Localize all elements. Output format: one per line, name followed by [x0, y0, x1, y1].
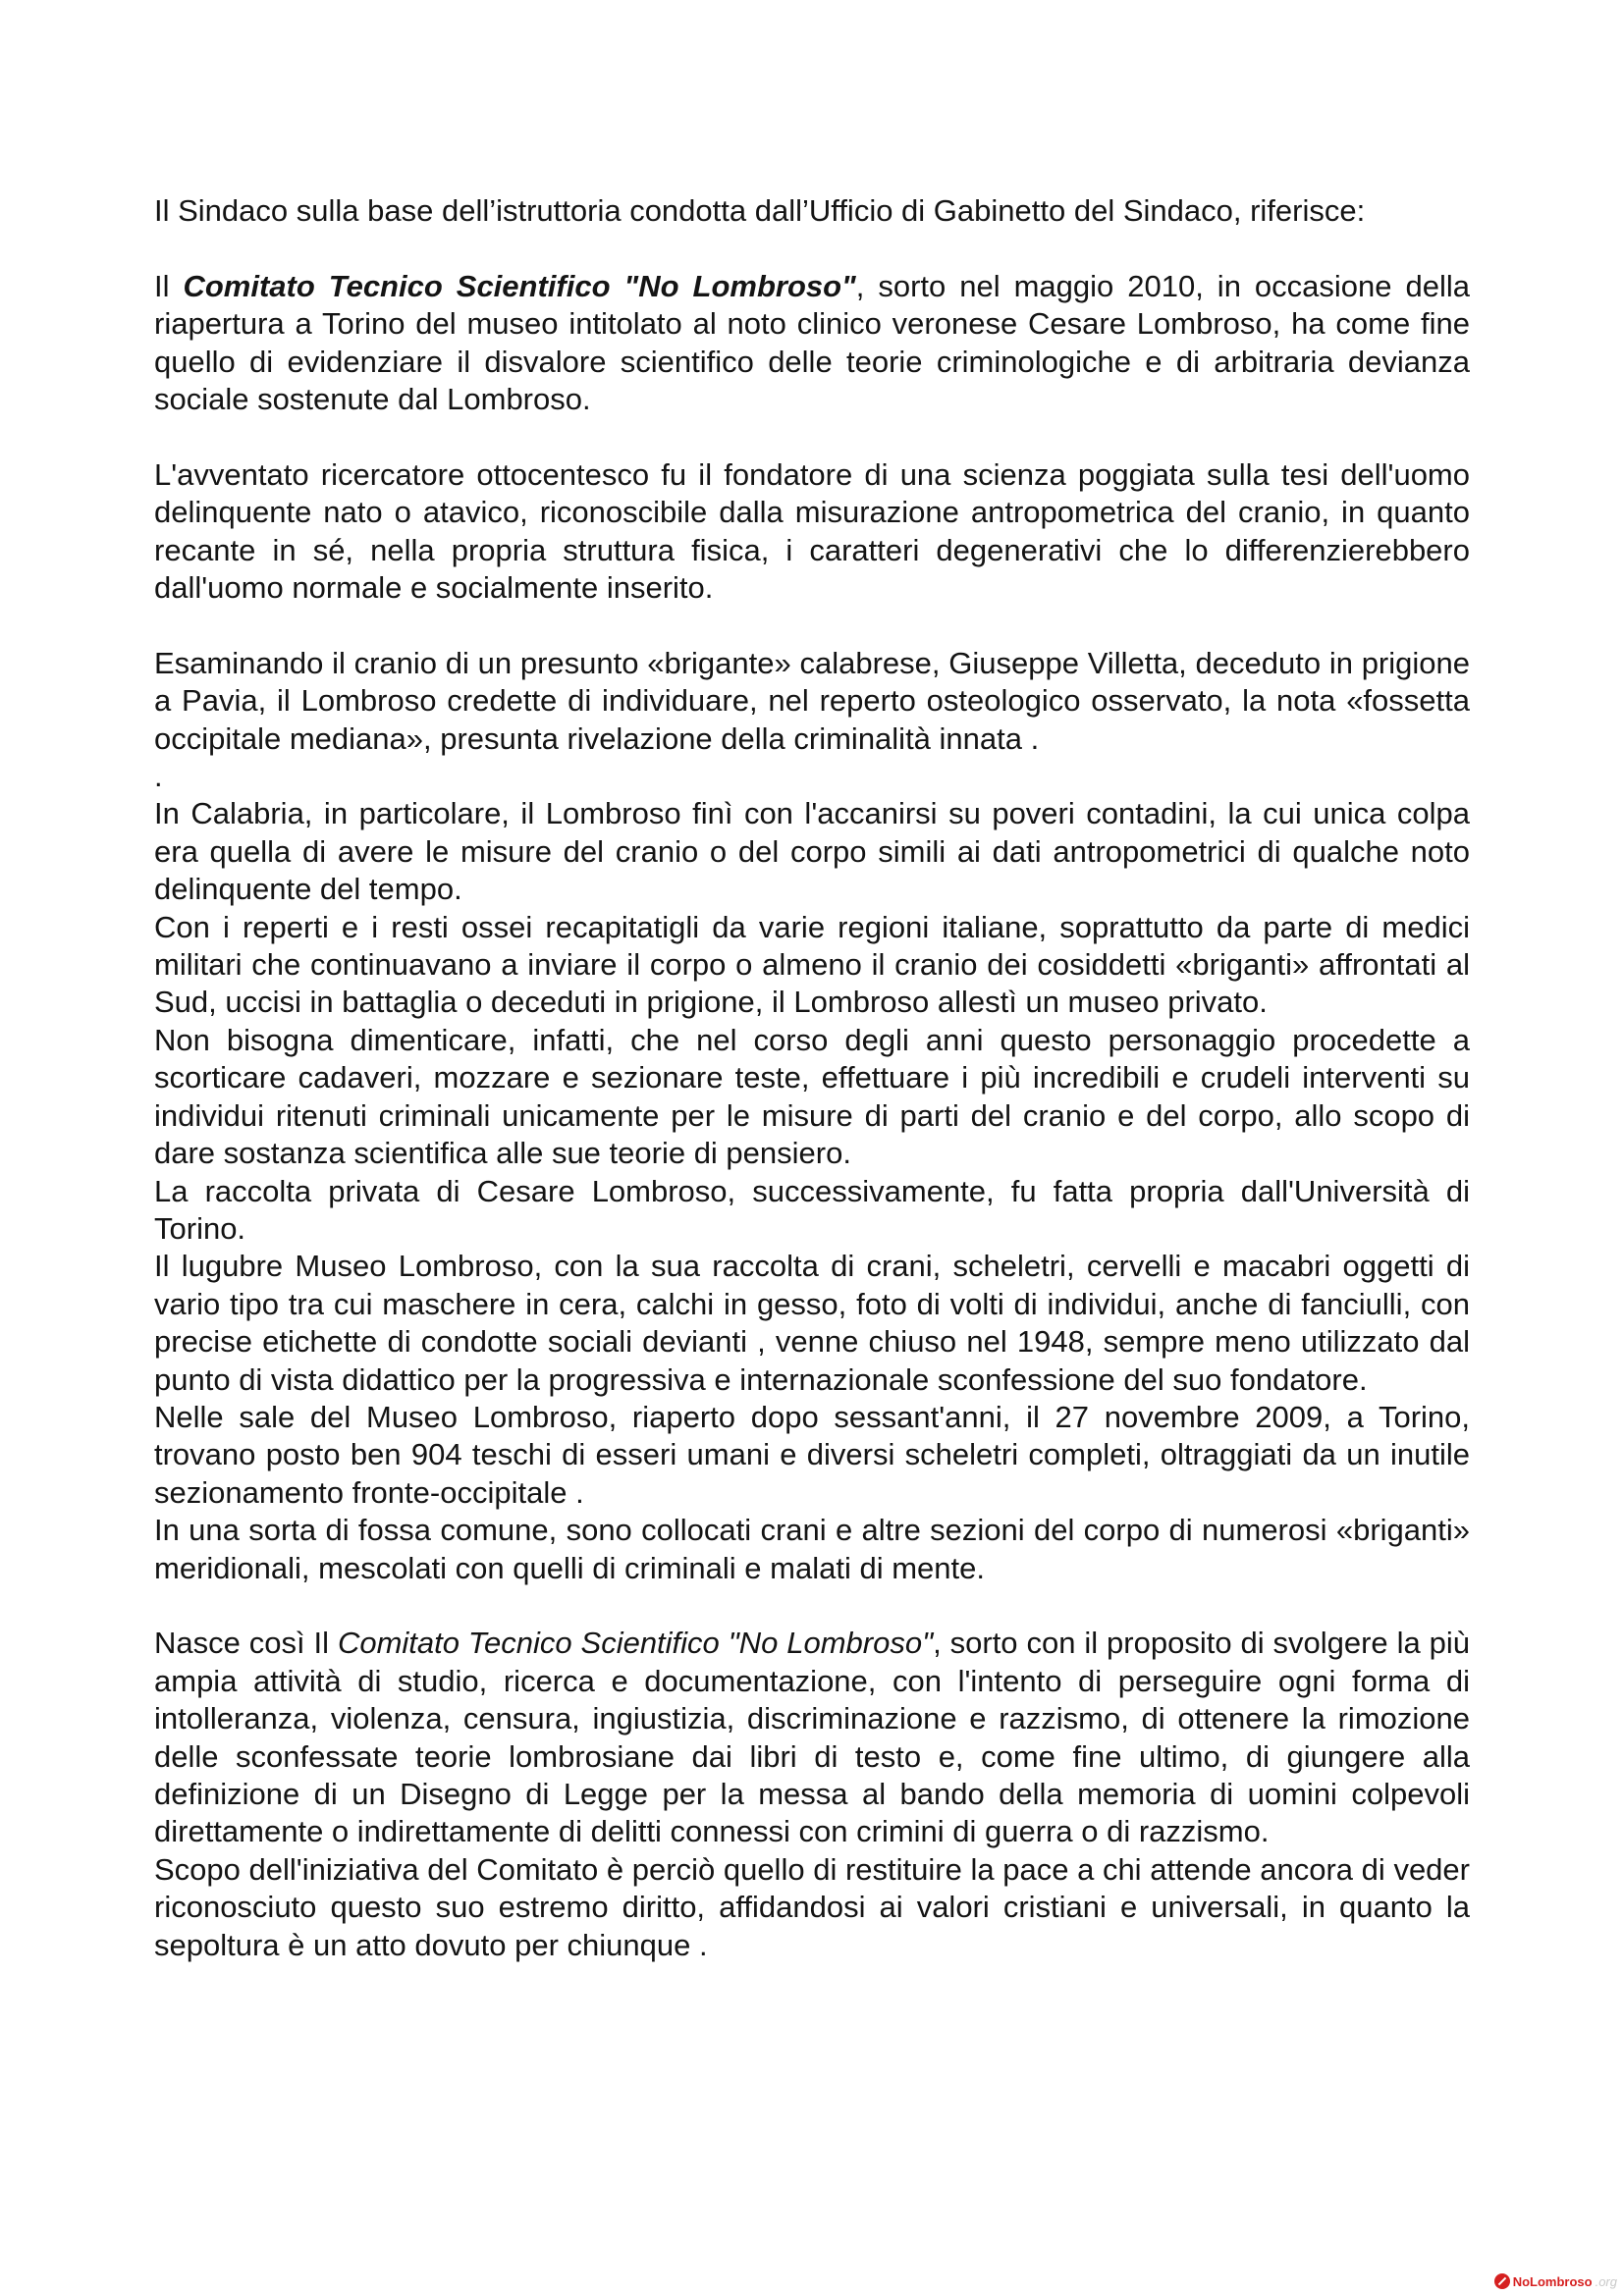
initiative-scope-paragraph: Scopo dell'iniziativa del Comitato è perciò quello di restituire la pace a chi attende ancora di veder riconosciuto questo suo estremo diritto, affidandosi ai valori cristiani e universali, in quanto la sepoltura è un atto dovuto per chiunque . [154, 1851, 1470, 1962]
committee-purpose-text: , sorto con il proposito di svolgere la più ampia attività di studio, ricerca e documentazione, con l'intento di perseguire ogni forma di intolleranza, violenza, censura, ingiustizia, discriminazione e razzismo, di ottenere la rimozione delle sconfessate teorie lombrosiane dai libri di testo e, come fine ultimo, di giungere alla definizione di un Disegno di Legge per la messa al bando della memoria di uomini colpevoli direttamente o indirettamente di delitti connessi con crimini di guerra o di razzismo. [154, 1626, 1470, 1849]
paragraph-spacer [154, 418, 1470, 455]
committee-name: Comitato Tecnico Scientifico "No Lombroso" [183, 268, 856, 303]
museum-closure-paragraph: Il lugubre Museo Lombroso, con la sua raccolta di crani, scheletri, cervelli e macabri oggetti di vario tipo tra cui maschere in cera, calchi in gesso, foto di volti di individui, anche di fanciulli, con precise etichette di condotte sociali devianti , venne chiuso nel 1948, sempre meno utilizzato dal punto di vista didattico per la progressiva e internazionale sconfessione del suo fondatore. [154, 1249, 1470, 1397]
common-grave-paragraph: In una sorta di fossa comune, sono collocati crani e altre sezioni del corpo di numerosi «briganti» meridionali, mescolati con quelli di criminali e malati di mente. [154, 1513, 1470, 1585]
site-watermark [1494, 2270, 1617, 2292]
committee-paragraph [154, 268, 1470, 419]
paragraph-spacer [154, 230, 1470, 267]
watermark-site-name: NoLombroso [1512, 2273, 1593, 2289]
museum-reopening-paragraph: Nelle sale del Museo Lombroso, riaperto dopo sessant'anni, il 27 novembre 2009, a Torino, trovano posto ben 904 teschi di esseri umani e diversi scheletri completi, oltraggiati da un inutile sezionamento fronte-occipitale . [154, 1399, 1470, 1510]
paragraph-spacer [154, 607, 1470, 644]
no-symbol-icon [1494, 2273, 1510, 2289]
document-body [154, 192, 1470, 1964]
intro-paragraph: Il Sindaco sulla base dell’istruttoria condotta dall’Ufficio di Gabinetto del Sindaco, riferisce: [154, 193, 1366, 228]
committee-purpose-paragraph [154, 1625, 1470, 1850]
calabria-paragraph: In Calabria, in particolare, il Lombroso finì con l'accanirsi su poveri contadini, la cui unica colpa era quella di avere le misure del cranio o del corpo simili ai dati antropometrici di qualche noto delinquente del tempo. [154, 796, 1470, 907]
committee-name-italic: Comitato Tecnico Scientifico "No Lombroso" [337, 1626, 934, 1661]
researcher-paragraph: L'avventato ricercatore ottocentesco fu il fondatore di una scienza poggiata sulla tesi dell'uomo delinquente nato o atavico, riconoscibile dalla misurazione antropometrica del cranio, in quanto recante in sé, nella propria struttura fisica, i caratteri degenerativi che lo differenzierebbero dall'uomo normale e socialmente inserito. [154, 456, 1470, 606]
dissection-paragraph: Non bisogna dimenticare, infatti, che nel corso degli anni questo personaggio procedette a scorticare cadaveri, mozzare e sezionare teste, effettuare i più incredibili e crudeli interventi su individui ritenuti criminali unicamente per le misure di parti del cranio e del corpo, allo scopo di dare sostanza scientifica alle sue teorie di pensiero. [154, 1022, 1470, 1171]
remains-paragraph: Con i reperti e i resti ossei recapitatigli da varie regioni italiane, soprattutto da parte di medici militari che continuavano a inviare il corpo o almeno il cranio dei cosiddetti «briganti» affrontati al Sud, uccisi in battaglia o deceduti in prigione, il Lombroso allestì un museo privato. [154, 909, 1470, 1020]
stray-dot-line: . [154, 759, 163, 794]
skull-examination-paragraph: Esaminando il cranio di un presunto «brigante» calabrese, Giuseppe Villetta, deceduto in prigione a Pavia, il Lombroso credette di individuare, nel reperto osteologico osservato, la nota «fossetta occipitale mediana», presunta rivelazione della criminalità innata . [154, 645, 1470, 756]
university-paragraph: La raccolta privata di Cesare Lombroso, successivamente, fu fatta propria dall'Università di Torino. [154, 1173, 1470, 1246]
committee-purpose-intro: Nasce così Il [154, 1626, 338, 1661]
watermark-domain-extension: .org [1595, 2273, 1617, 2289]
committee-description-text: , sorto nel maggio 2010, in occasione della riapertura a Torino del museo intitolato al noto clinico veronese Cesare Lombroso, ha come fine quello di evidenziare il disvalore scientifico delle teorie criminologiche e di arbitraria devianza sociale sostenute dal Lombroso. [154, 268, 1470, 417]
paragraph-spacer [154, 1587, 1470, 1625]
committee-intro-text: Il [154, 268, 184, 303]
